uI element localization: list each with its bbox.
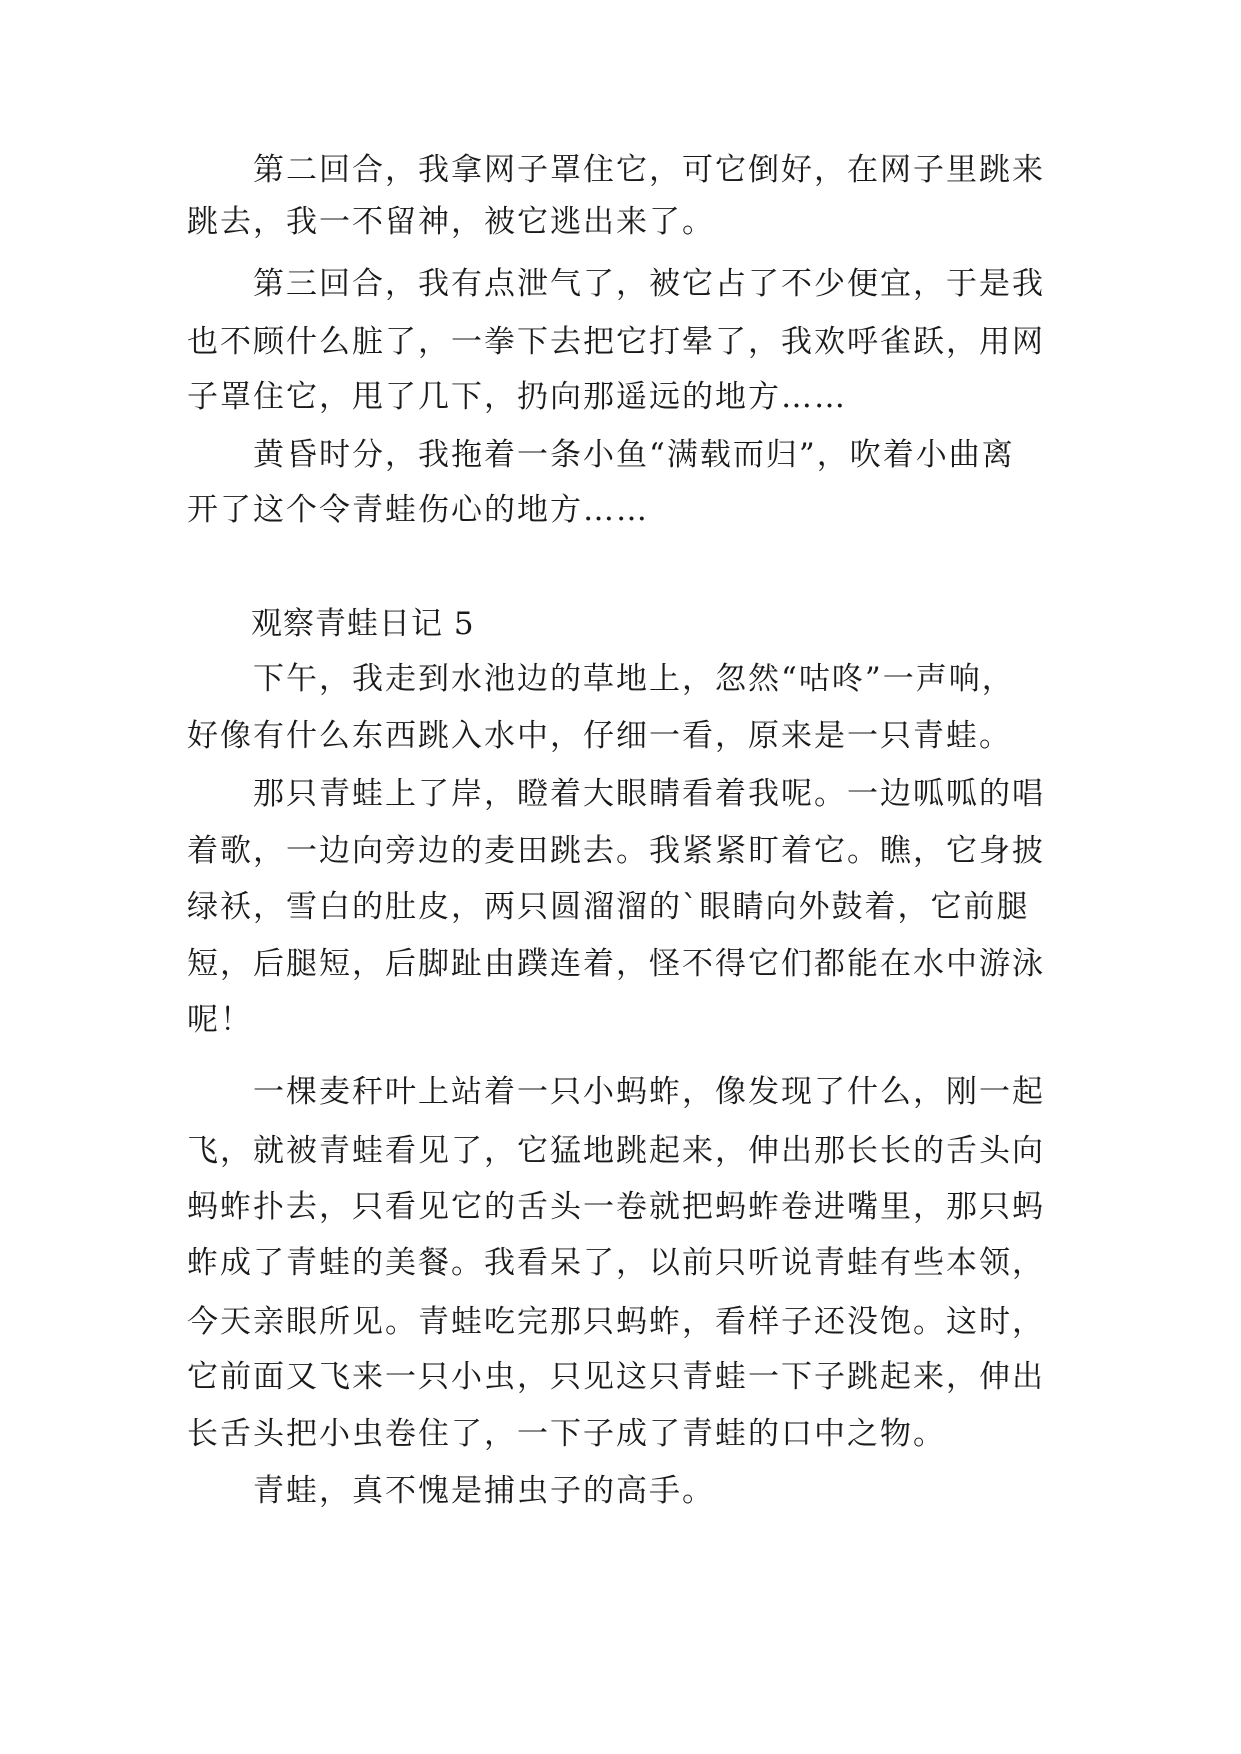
text-line: 蚂蚱扑去，只看见它的舌头一卷就把蚂蚱卷进嘴里，那只蚂 <box>187 1189 1045 1225</box>
text-line: 第二回合，我拿网子罩住它，可它倒好，在网子里跳来 <box>187 152 1045 188</box>
text-line: 一棵麦秆叶上站着一只小蚂蚱，像发现了什么，刚一起 <box>187 1074 1045 1110</box>
text-line: 开了这个令青蛙伤心的地方…… <box>187 492 649 528</box>
text-line: 蚱成了青蛙的美餐。我看呆了，以前只听说青蛙有些本领， <box>187 1245 1045 1281</box>
text-line: 呢！ <box>187 1002 253 1038</box>
text-line: 绿袄，雪白的肚皮，两只圆溜溜的`眼睛向外鼓着，它前腿 <box>187 889 1030 925</box>
text-line: 也不顾什么脏了，一拳下去把它打晕了，我欢呼雀跃，用网 <box>187 324 1045 360</box>
text-line: 短，后腿短，后脚趾由蹼连着，怪不得它们都能在水中游泳 <box>187 946 1045 982</box>
text-line: 今天亲眼所见。青蛙吃完那只蚂蚱，看样子还没饱。这时， <box>187 1304 1045 1340</box>
text-line: 长舌头把小虫卷住了，一下子成了青蛙的口中之物。 <box>187 1416 946 1452</box>
text-line: 那只青蛙上了岸，瞪着大眼睛看着我呢。一边呱呱的唱 <box>187 776 1045 812</box>
text-line: 它前面又飞来一只小虫，只见这只青蛙一下子跳起来，伸出 <box>187 1359 1045 1395</box>
text-line: 青蛙，真不愧是捕虫子的高手。 <box>187 1473 715 1509</box>
text-line: 飞，就被青蛙看见了，它猛地跳起来，伸出那长长的舌头向 <box>187 1133 1045 1169</box>
text-line: 着歌，一边向旁边的麦田跳去。我紧紧盯着它。瞧，它身披 <box>187 833 1045 869</box>
text-line: 跳去，我一不留神，被它逃出来了。 <box>187 204 715 240</box>
section-title: 观察青蛙日记 5 <box>187 606 475 642</box>
text-line: 黄昏时分，我拖着一条小鱼“满载而归”，吹着小曲离 <box>187 437 1015 473</box>
text-line: 好像有什么东西跳入水中，仔细一看，原来是一只青蛙。 <box>187 718 1012 754</box>
text-line: 下午，我走到水池边的草地上，忽然“咕咚”一声响， <box>187 661 1015 697</box>
text-line: 第三回合，我有点泄气了，被它占了不少便宜，于是我 <box>187 266 1045 302</box>
text-line: 子罩住它，甩了几下，扔向那遥远的地方…… <box>187 379 847 415</box>
